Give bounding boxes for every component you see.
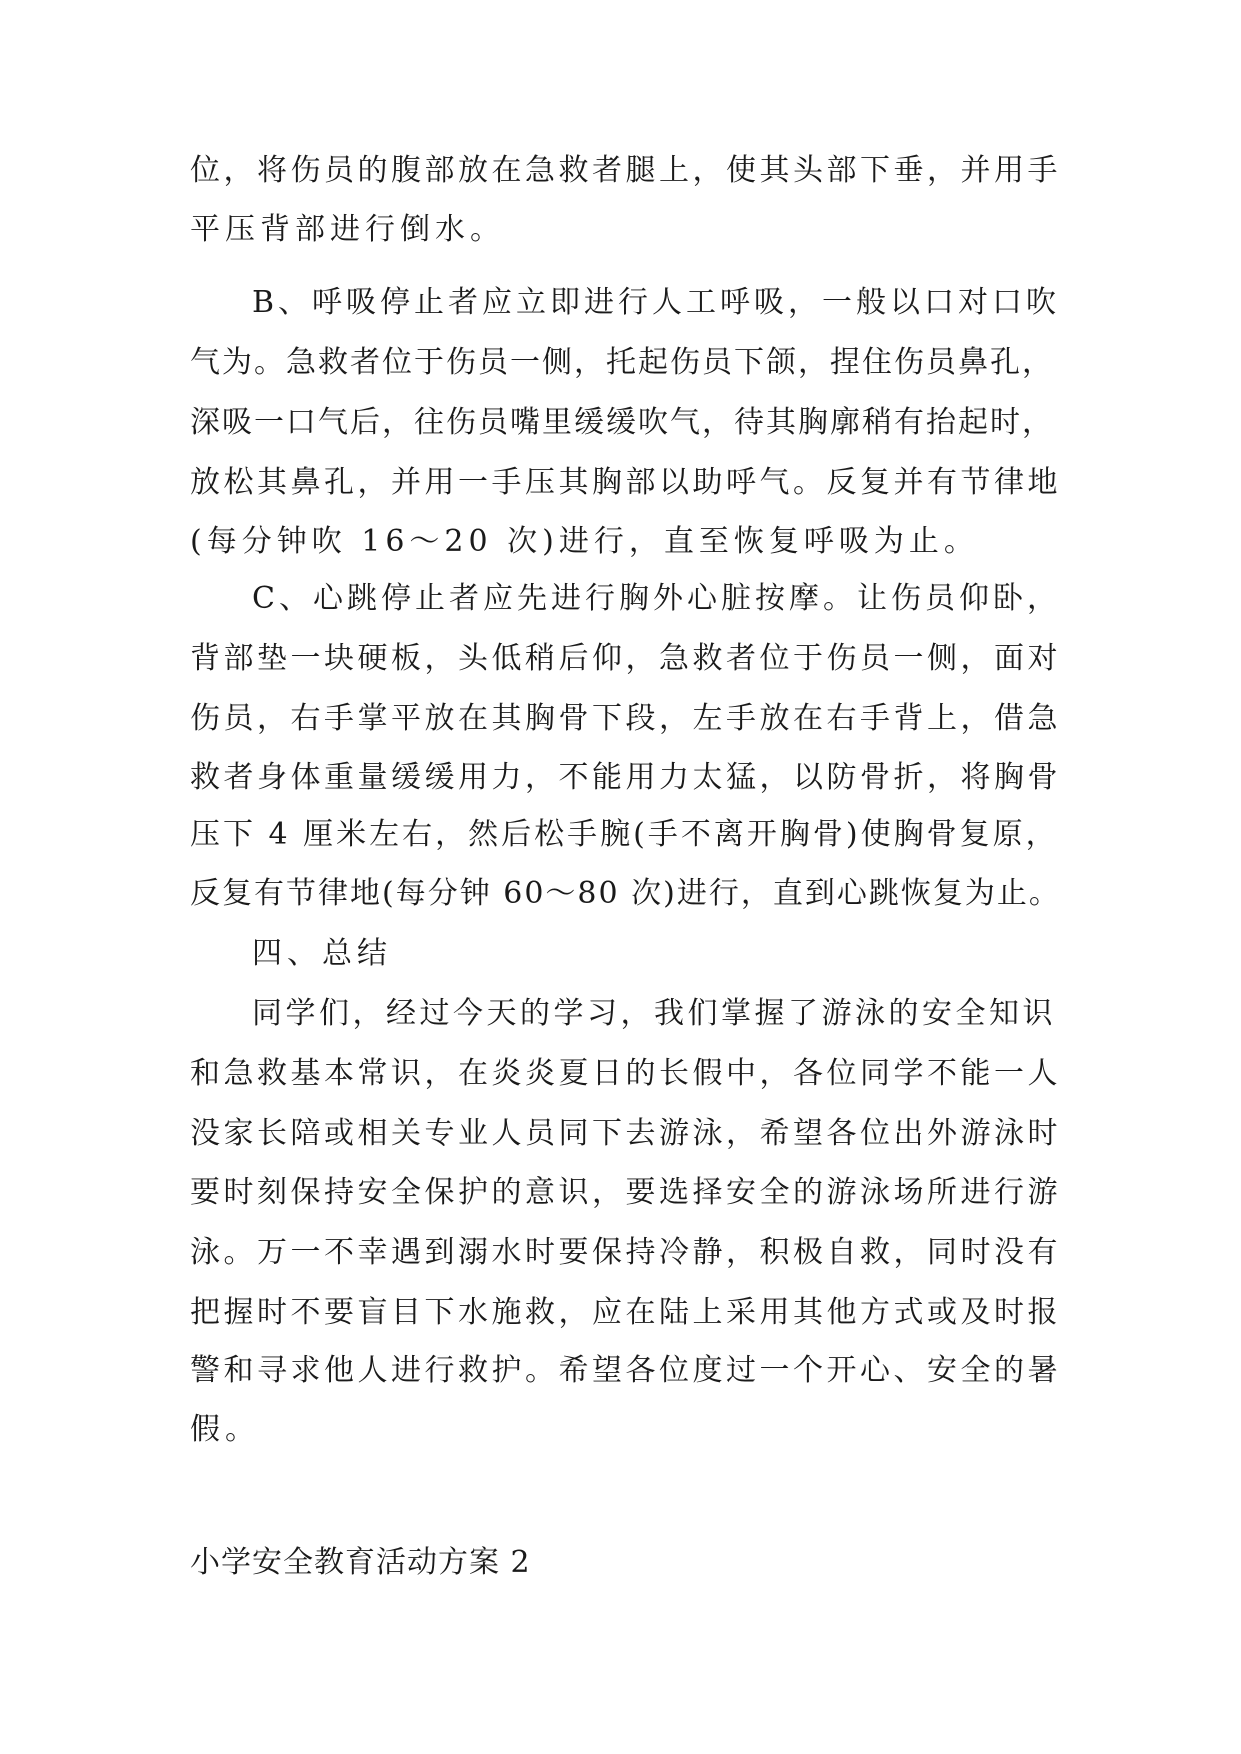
paragraph-line: 同学们，经过今天的学习，我们掌握了游泳的安全知识 [252, 996, 1056, 1031]
paragraph-line: 平压背部进行倒水。 [190, 212, 505, 247]
paragraph-line: 深吸一口气后，往伤员嘴里缓缓吹气，待其胸廓稍有抬起时， [190, 405, 1054, 440]
paragraph-line: C、心跳停止者应先进行胸外心脏按摩。让伤员仰卧， [252, 581, 1061, 616]
paragraph-line: 位，将伤员的腹部放在急救者腿上，使其头部下垂，并用手 [190, 153, 1061, 188]
paragraph-line: 和急救基本常识，在炎炎夏日的长假中，各位同学不能一人 [190, 1056, 1061, 1091]
paragraph-line: 救者身体重量缓缓用力，不能用力太猛，以防骨折，将胸骨 [190, 760, 1061, 795]
paragraph-line: 反复有节律地(每分钟 60～80 次)进行，直到心跳恢复为止。 [190, 876, 1061, 911]
paragraph-line: 没家长陪或相关专业人员同下去游泳，希望各位出外游泳时 [190, 1116, 1061, 1151]
section-heading: 四、总结 [252, 936, 392, 971]
paragraph-line: 气为。急救者位于伤员一侧，托起伤员下颌，捏住伤员鼻孔， [190, 345, 1054, 380]
paragraph-line: 伤员，右手掌平放在其胸骨下段，左手放在右手背上，借急 [190, 701, 1061, 736]
paragraph-line: 泳。万一不幸遇到溺水时要保持冷静，积极自救，同时没有 [190, 1235, 1061, 1270]
paragraph-line: 压下 4 厘米左右，然后松手腕(手不离开胸骨)使胸骨复原， [190, 817, 1059, 852]
paragraph-line: 背部垫一块硬板，头低稍后仰，急救者位于伤员一侧，面对 [190, 641, 1061, 676]
paragraph-line: 把握时不要盲目下水施救，应在陆上采用其他方式或及时报 [190, 1295, 1061, 1330]
paragraph-line: 警和寻求他人进行救护。希望各位度过一个开心、安全的暑 [190, 1353, 1061, 1388]
paragraph-line: 要时刻保持安全保护的意识，要选择安全的游泳场所进行游 [190, 1175, 1061, 1210]
paragraph-line: B、呼吸停止者应立即进行人工呼吸，一般以口对口吹 [252, 285, 1061, 320]
paragraph-line: 放松其鼻孔，并用一手压其胸部以助呼气。反复并有节律地 [190, 465, 1061, 500]
paragraph-line: (每分钟吹 16～20 次)进行，直至恢复呼吸为止。 [190, 524, 979, 559]
paragraph-line: 假。 [190, 1412, 260, 1447]
document-title: 小学安全教育活动方案 2 [190, 1545, 531, 1580]
